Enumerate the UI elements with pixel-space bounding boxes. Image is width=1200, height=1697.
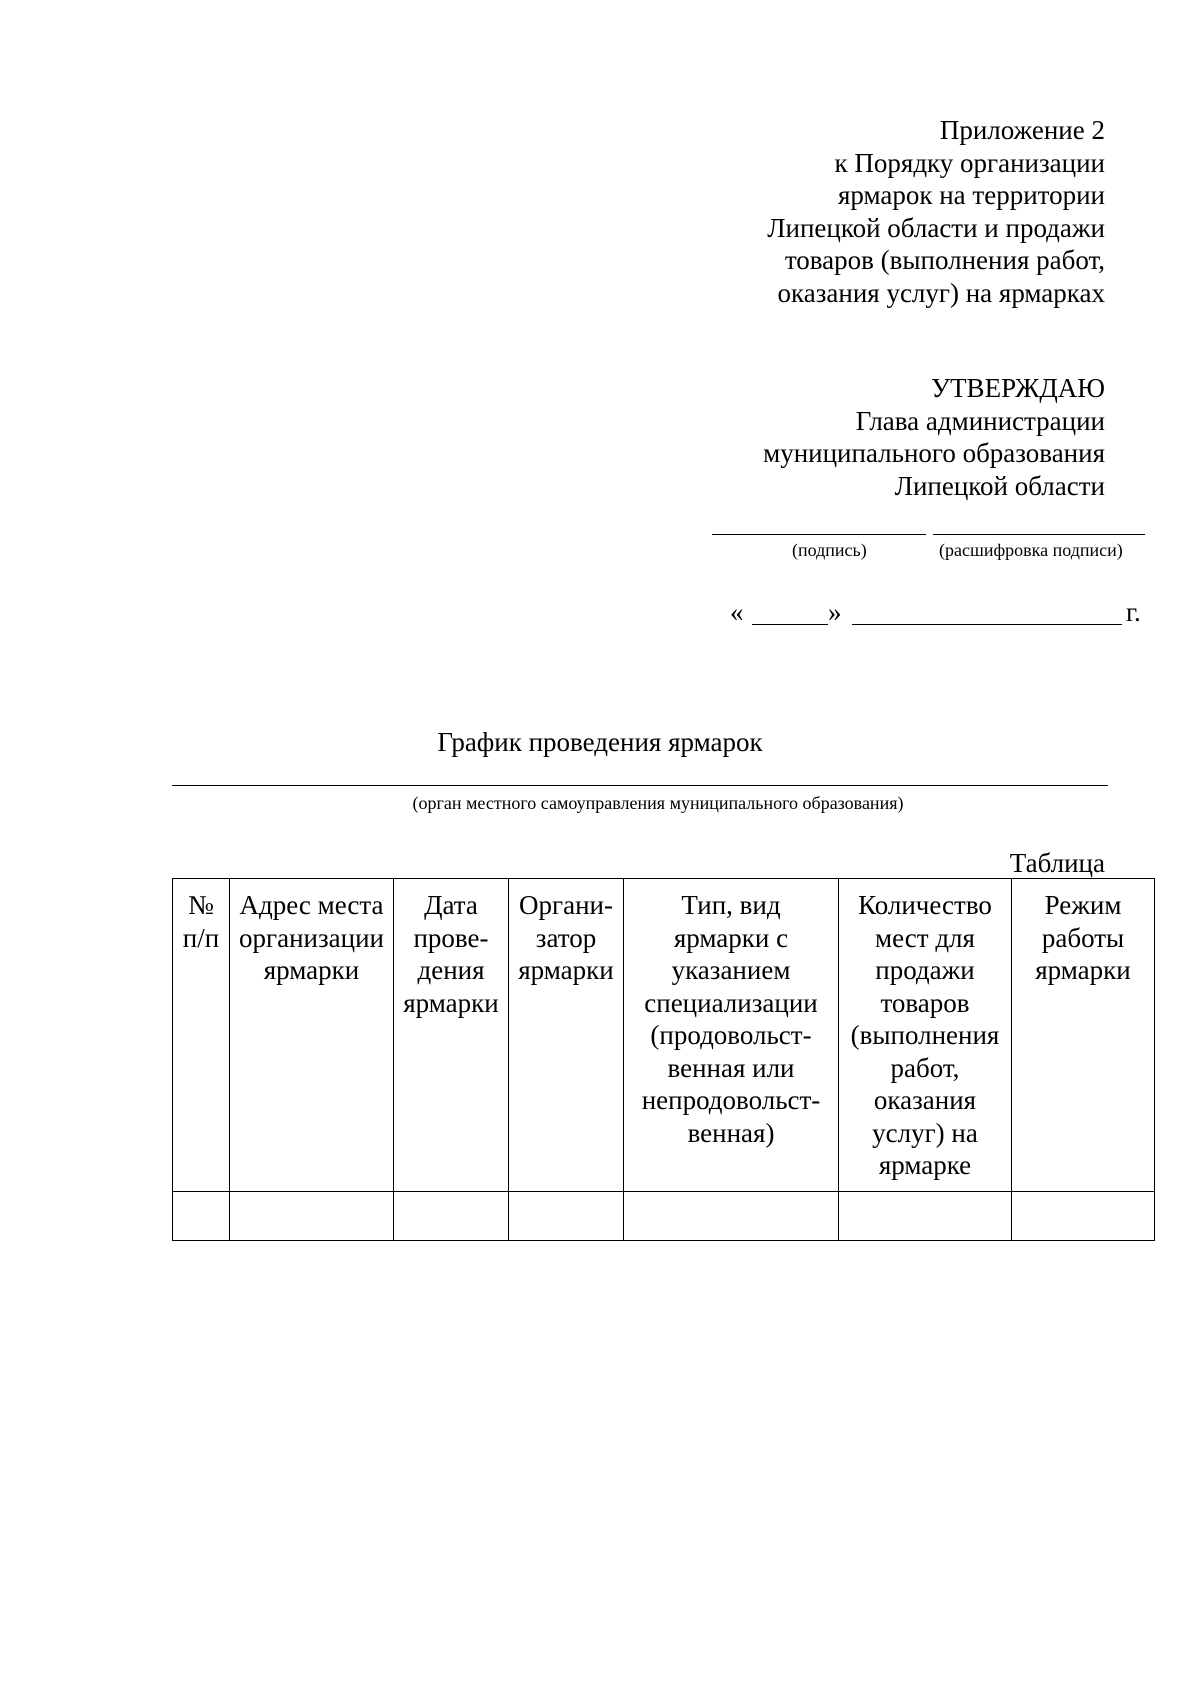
- column-header-operating-mode: [1012, 879, 1155, 1192]
- table-header-row: [173, 879, 1155, 1192]
- signature-caption: (подпись): [792, 540, 867, 560]
- appendix-line: ярмарок на территории: [837, 180, 1105, 210]
- year-suffix: г.: [1126, 597, 1141, 627]
- header-line: прове-: [413, 922, 489, 953]
- table-row: [173, 1192, 1155, 1241]
- column-header-address: [230, 879, 394, 1192]
- approval-heading: УТВЕРЖДАЮ: [930, 373, 1105, 403]
- header-line: (продовольст-: [650, 1020, 812, 1050]
- column-header-date: [394, 879, 509, 1192]
- header-line: Тип, вид: [681, 890, 781, 920]
- header-line: Адрес места: [239, 890, 384, 920]
- header-line: указанием: [671, 955, 791, 985]
- header-line: Режим: [1044, 890, 1122, 920]
- signature-decoding-line[interactable]: [933, 534, 1145, 535]
- header-line: ярмарке: [878, 1150, 972, 1180]
- signature-line[interactable]: [712, 534, 926, 535]
- table-label: Таблица: [1009, 848, 1105, 878]
- header-line: ярмарки: [263, 955, 360, 985]
- approval-line: Глава администрации: [855, 405, 1105, 436]
- date-month-year-line[interactable]: [852, 624, 1122, 625]
- appendix-line: Приложение 2: [939, 115, 1105, 145]
- header-line: непродовольст-: [641, 1085, 821, 1115]
- header-line: ярмарки: [518, 955, 614, 985]
- header-line: специализации: [644, 987, 818, 1018]
- header-line: №: [188, 890, 214, 920]
- table-cell[interactable]: [394, 1192, 509, 1241]
- approval-block: [763, 372, 1105, 502]
- table-cell[interactable]: [839, 1192, 1012, 1241]
- header-line: организации: [239, 922, 384, 953]
- header-line: ярмарки: [403, 987, 499, 1018]
- signature-decoding-caption: (расшифровка подписи): [939, 540, 1123, 560]
- column-header-organizer: [509, 879, 624, 1192]
- header-line: дения: [417, 955, 485, 985]
- body-name-line[interactable]: [172, 785, 1108, 786]
- table-cell[interactable]: [173, 1192, 230, 1241]
- appendix-line: товаров (выполнения работ,: [784, 245, 1105, 275]
- appendix-note: [767, 114, 1105, 309]
- column-header-places-count: [839, 879, 1012, 1192]
- table-cell[interactable]: [1012, 1192, 1155, 1241]
- appendix-line: Липецкой области и продажи: [767, 212, 1105, 243]
- table-cell[interactable]: [509, 1192, 624, 1241]
- header-line: (выполнения: [850, 1020, 1000, 1050]
- date-day-line[interactable]: [752, 624, 828, 625]
- header-line: Дата: [424, 890, 478, 920]
- header-line: венная или: [667, 1052, 795, 1083]
- approval-line: муниципального образования: [763, 438, 1105, 468]
- header-line: мест для: [875, 922, 975, 953]
- header-line: Органи-: [519, 890, 613, 920]
- appendix-line: оказания услуг) на ярмарках: [777, 277, 1105, 308]
- header-line: оказания: [873, 1085, 977, 1115]
- appendix-line: к Порядку организации: [834, 147, 1105, 178]
- date-open-quote: «: [730, 597, 744, 627]
- table-cell[interactable]: [624, 1192, 839, 1241]
- body-name-caption: (орган местного самоуправления муниципального образования): [412, 793, 904, 813]
- column-header-number: [173, 879, 230, 1192]
- header-line: п/п: [182, 922, 220, 953]
- date-close-quote: »: [828, 597, 842, 627]
- header-line: венная): [687, 1117, 775, 1148]
- header-line: работ,: [890, 1052, 960, 1083]
- header-line: продажи: [875, 955, 975, 985]
- header-line: товаров: [880, 987, 970, 1018]
- header-line: Количество: [858, 890, 992, 920]
- fair-schedule-table: [172, 878, 1155, 1241]
- column-header-fair-type: [624, 879, 839, 1192]
- header-line: ярмарки: [1035, 955, 1131, 985]
- header-line: затор: [535, 922, 597, 953]
- approval-line: Липецкой области: [894, 470, 1105, 501]
- header-line: работы: [1041, 922, 1125, 953]
- header-line: услуг) на: [872, 1117, 978, 1148]
- table-cell[interactable]: [230, 1192, 394, 1241]
- document-title: График проведения ярмарок: [437, 727, 763, 757]
- header-line: ярмарки с: [673, 922, 789, 953]
